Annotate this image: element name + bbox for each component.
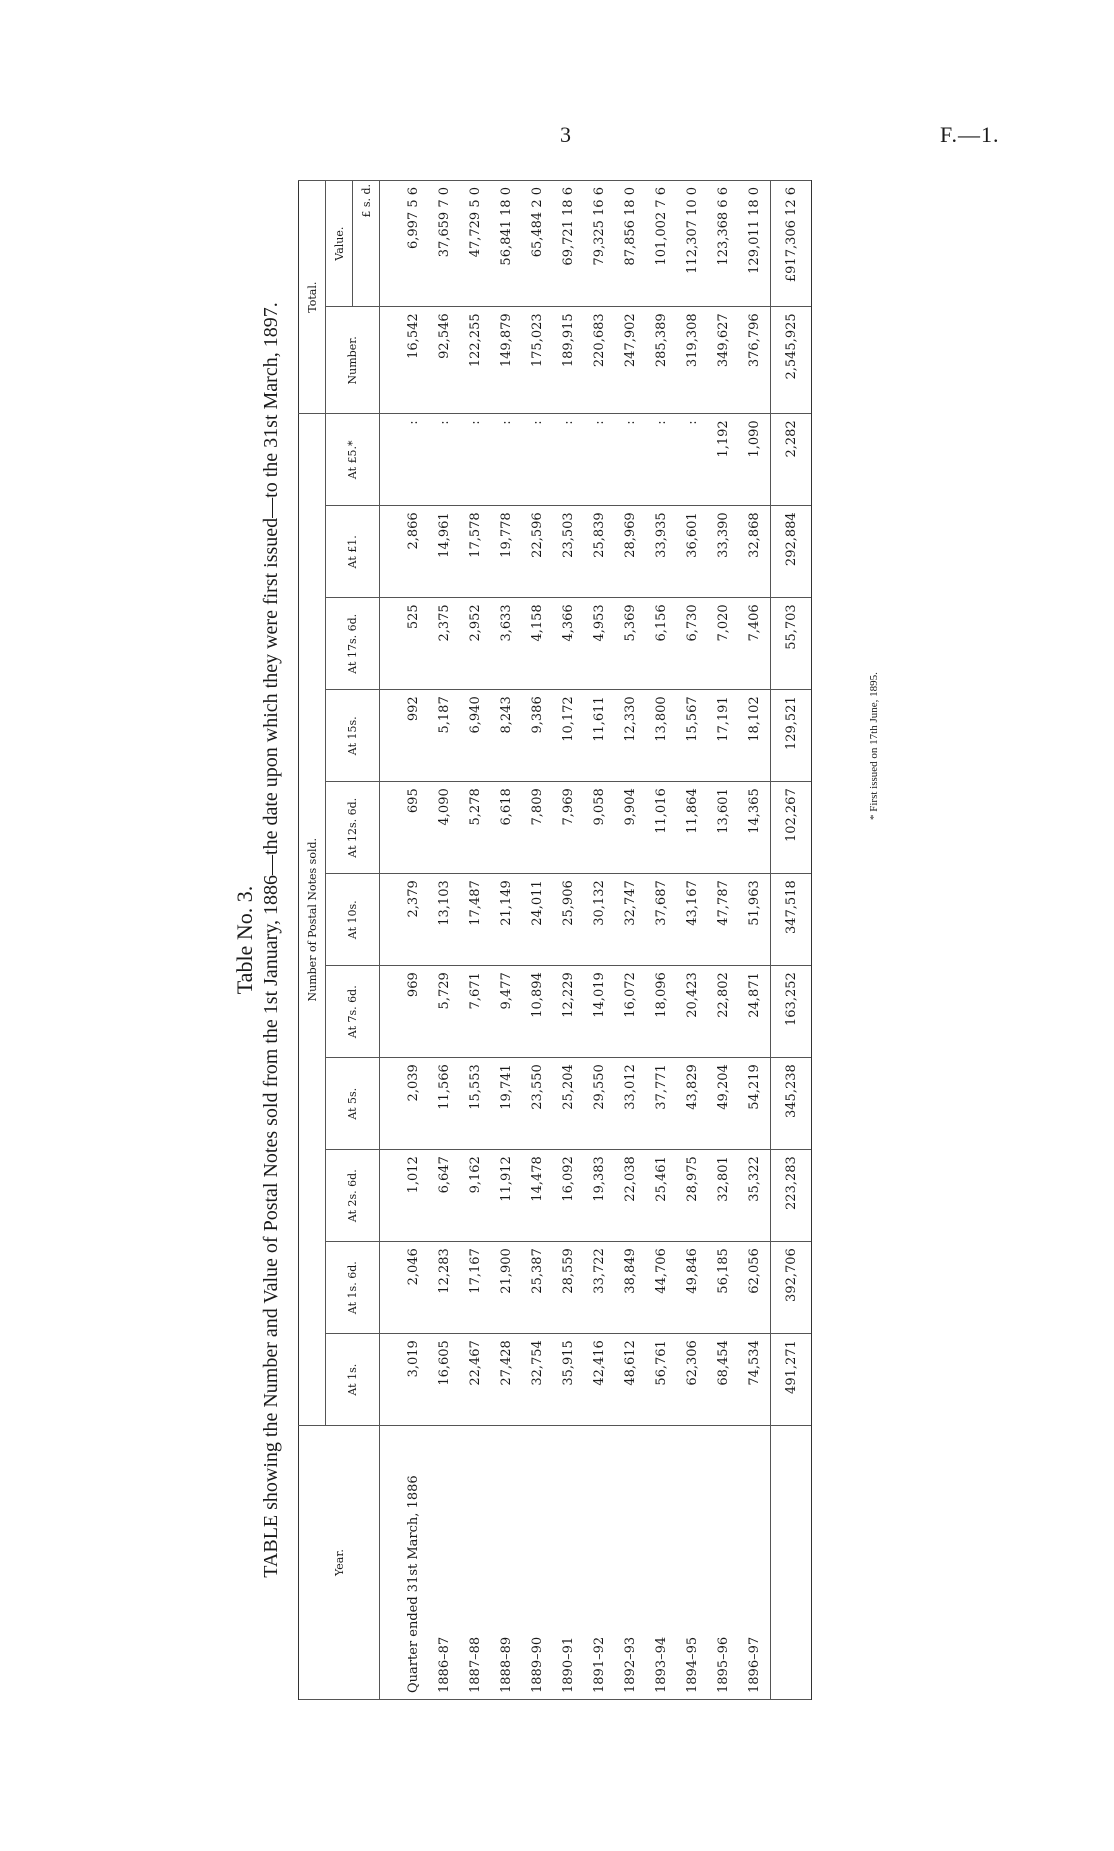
value-cell: 11,611 [584,690,615,782]
value-cell: 22,596 [522,506,553,598]
value-cell: 21,900 [491,1242,522,1334]
value-cell: 4,090 [429,782,460,874]
value-cell: 7,020 [708,598,739,690]
value-cell: 7,969 [553,782,584,874]
total-cell: 491,271 [771,1334,812,1426]
value-cell: : [460,414,491,506]
value-cell: 20,423 [677,966,708,1058]
value-cell: 129,011 18 0 [739,181,771,307]
value-cell: 33,390 [708,506,739,598]
total-cell: 345,238 [771,1058,812,1150]
year-cell: 1893–94 [646,1426,677,1700]
year-cell: 1891–92 [584,1426,615,1700]
year-cell: 1888–89 [491,1426,522,1700]
table-caption: TABLE showing the Number and Value of Postal Notes sold from the 1st January, 1886—the date upon which they were first issued—to the 31st March, 1897. [260,302,282,1578]
value-cell: 14,478 [522,1150,553,1242]
value-cell: 19,778 [491,506,522,598]
value-cell: 15,567 [677,690,708,782]
value-cell: 4,158 [522,598,553,690]
value-cell: 16,542 [380,307,430,414]
col-header-5s: At 5s. [326,1058,380,1150]
value-cell: 37,771 [646,1058,677,1150]
value-cell: 1,090 [739,414,771,506]
total-cell: 163,252 [771,966,812,1058]
value-cell: 11,566 [429,1058,460,1150]
value-cell: : [429,414,460,506]
value-cell: : [522,414,553,506]
col-header-5pound: At £5.* [326,414,380,506]
value-cell: 7,406 [739,598,771,690]
value-cell: 43,829 [677,1058,708,1150]
value-cell: 51,963 [739,874,771,966]
value-cell: 19,741 [491,1058,522,1150]
value-cell: 9,386 [522,690,553,782]
value-cell: 22,802 [708,966,739,1058]
value-cell: 32,868 [739,506,771,598]
value-cell: 969 [380,966,430,1058]
value-cell: 5,278 [460,782,491,874]
value-cell: 37,659 7 0 [429,181,460,307]
total-cell: 292,884 [771,506,812,598]
value-cell: 349,627 [708,307,739,414]
value-cell: 14,019 [584,966,615,1058]
value-cell: 22,038 [615,1150,646,1242]
value-cell: 18,096 [646,966,677,1058]
value-cell: 5,187 [429,690,460,782]
year-cell: Quarter ended 31st March, 1886 [380,1426,430,1700]
value-cell: 2,866 [380,506,430,598]
totals-row [771,181,812,1700]
table-row [677,181,708,1700]
value-cell: 47,729 5 0 [460,181,491,307]
value-cell: 49,846 [677,1242,708,1334]
value-cell: 13,800 [646,690,677,782]
value-cell: 9,162 [460,1150,491,1242]
value-cell: 6,647 [429,1150,460,1242]
value-cell: 22,467 [460,1334,491,1426]
value-cell: 11,912 [491,1150,522,1242]
value-cell: 21,149 [491,874,522,966]
value-cell: 25,839 [584,506,615,598]
value-cell: 9,477 [491,966,522,1058]
table-row [553,181,584,1700]
value-cell: 16,092 [553,1150,584,1242]
value-cell: 285,389 [646,307,677,414]
value-cell: 32,754 [522,1334,553,1426]
value-cell: 2,375 [429,598,460,690]
postal-notes-table [298,180,812,1700]
value-cell: 69,721 18 6 [553,181,584,307]
value-cell: 376,796 [739,307,771,414]
year-cell: 1889–90 [522,1426,553,1700]
value-cell: 28,969 [615,506,646,598]
value-cell: 112,307 10 0 [677,181,708,307]
value-cell: 25,906 [553,874,584,966]
header-row-group [299,181,326,1700]
year-cell: 1892–93 [615,1426,646,1700]
value-cell: 1,012 [380,1150,430,1242]
year-cell: 1894–95 [677,1426,708,1700]
rotated-table-area [232,180,902,1700]
year-cell: 1895–96 [708,1426,739,1700]
value-cell: 62,056 [739,1242,771,1334]
col-header-12s6d: At 12s. 6d. [326,782,380,874]
value-cell: 28,975 [677,1150,708,1242]
value-cell: 10,894 [522,966,553,1058]
value-cell: 9,058 [584,782,615,874]
value-cell: : [584,414,615,506]
value-cell: 56,185 [708,1242,739,1334]
col-header-17s6d: At 17s. 6d. [326,598,380,690]
value-cell: 5,369 [615,598,646,690]
value-cell: 11,864 [677,782,708,874]
total-cell: 102,267 [771,782,812,874]
value-cell: 25,204 [553,1058,584,1150]
table-body [380,181,812,1700]
value-cell: 68,454 [708,1334,739,1426]
number-sold-header: Number of Postal Notes sold. [299,414,326,1426]
value-cell: 87,856 18 0 [615,181,646,307]
value-cell: 12,283 [429,1242,460,1334]
value-cell: 175,023 [522,307,553,414]
value-cell: 65,484 2 0 [522,181,553,307]
total-cell: 347,518 [771,874,812,966]
value-cell: 17,167 [460,1242,491,1334]
value-cell: 4,366 [553,598,584,690]
col-header-total-number: Number. [326,307,380,414]
value-cell: 1,192 [708,414,739,506]
value-cell: 14,365 [739,782,771,874]
table-row [646,181,677,1700]
value-cell: : [646,414,677,506]
value-cell: 2,039 [380,1058,430,1150]
value-units-header: £ s. d. [353,181,380,307]
value-cell: 14,961 [429,506,460,598]
value-cell: 15,553 [460,1058,491,1150]
col-header-10s: At 10s. [326,874,380,966]
table-row [522,181,553,1700]
value-cell: 13,601 [708,782,739,874]
value-cell: 9,904 [615,782,646,874]
value-cell: 35,322 [739,1150,771,1242]
value-cell: 5,729 [429,966,460,1058]
table-row [491,181,522,1700]
value-cell: 13,103 [429,874,460,966]
value-cell: 4,953 [584,598,615,690]
value-cell: 16,605 [429,1334,460,1426]
table-title: Table No. 3. [232,885,257,995]
value-cell: 79,325 16 6 [584,181,615,307]
value-cell: 18,102 [739,690,771,782]
table-row [584,181,615,1700]
value-cell: 24,011 [522,874,553,966]
value-cell: 23,503 [553,506,584,598]
value-cell: 101,002 7 6 [646,181,677,307]
col-header-15s: At 15s. [326,690,380,782]
col-header-1s: At 1s. [326,1334,380,1426]
value-cell: 19,383 [584,1150,615,1242]
value-cell: 48,612 [615,1334,646,1426]
value-cell: 3,633 [491,598,522,690]
value-cell: 6,940 [460,690,491,782]
value-cell: : [615,414,646,506]
page-number: 3 [560,122,571,147]
value-cell: 49,204 [708,1058,739,1150]
value-cell: 2,046 [380,1242,430,1334]
year-header: Year. [299,1426,380,1700]
value-cell: 32,747 [615,874,646,966]
year-cell: 1887–88 [460,1426,491,1700]
value-cell: 42,416 [584,1334,615,1426]
value-cell: 7,809 [522,782,553,874]
value-cell: 6,730 [677,598,708,690]
value-cell: 24,871 [739,966,771,1058]
value-cell: 62,306 [677,1334,708,1426]
table-row [708,181,739,1700]
value-cell: 247,902 [615,307,646,414]
value-cell: 149,879 [491,307,522,414]
value-cell: 37,687 [646,874,677,966]
value-cell: : [380,414,430,506]
value-cell: : [491,414,522,506]
value-cell: 30,132 [584,874,615,966]
value-cell: 319,308 [677,307,708,414]
value-cell: 10,172 [553,690,584,782]
value-cell: 28,559 [553,1242,584,1334]
year-cell: 1886–87 [429,1426,460,1700]
value-cell: 6,997 5 6 [380,181,430,307]
value-cell: 25,461 [646,1150,677,1242]
value-cell: 35,915 [553,1334,584,1426]
value-cell: 43,167 [677,874,708,966]
col-header-7s6d: At 7s. 6d. [326,966,380,1058]
total-cell: 55,703 [771,598,812,690]
value-cell: : [677,414,708,506]
value-cell: 74,534 [739,1334,771,1426]
value-cell: 44,706 [646,1242,677,1334]
value-cell: 2,379 [380,874,430,966]
value-cell: 56,841 18 0 [491,181,522,307]
value-cell: 695 [380,782,430,874]
value-cell: 27,428 [491,1334,522,1426]
value-cell: 29,550 [584,1058,615,1150]
col-header-2s6d: At 2s. 6d. [326,1150,380,1242]
total-cell: 223,283 [771,1150,812,1242]
value-cell: 17,191 [708,690,739,782]
year-cell: 1896–97 [739,1426,771,1700]
value-cell: 32,801 [708,1150,739,1242]
value-cell: 25,387 [522,1242,553,1334]
value-cell: 189,915 [553,307,584,414]
footnote: * First issued on 17th June, 1895. [868,672,880,820]
totals-label-cell [771,1426,812,1700]
value-cell: 92,546 [429,307,460,414]
table-row [380,181,430,1700]
value-cell: : [553,414,584,506]
value-cell: 7,671 [460,966,491,1058]
document-reference: F.—1. [940,122,1000,147]
total-cell: £917,306 12 6 [771,181,812,307]
table-row [460,181,491,1700]
value-cell: 6,156 [646,598,677,690]
value-cell: 8,243 [491,690,522,782]
value-cell: 122,255 [460,307,491,414]
table-row [739,181,771,1700]
value-cell: 11,016 [646,782,677,874]
value-cell: 6,618 [491,782,522,874]
value-cell: 17,487 [460,874,491,966]
value-cell: 33,012 [615,1058,646,1150]
value-cell: 12,330 [615,690,646,782]
value-cell: 12,229 [553,966,584,1058]
value-cell: 525 [380,598,430,690]
value-cell: 992 [380,690,430,782]
col-header-1pound: At £1. [326,506,380,598]
value-cell: 3,019 [380,1334,430,1426]
value-cell: 220,683 [584,307,615,414]
value-cell: 54,219 [739,1058,771,1150]
total-header: Total. [299,181,326,414]
total-cell: 129,521 [771,690,812,782]
value-cell: 123,368 6 6 [708,181,739,307]
value-cell: 16,072 [615,966,646,1058]
col-header-total-value: Value. [326,181,353,307]
value-cell: 33,722 [584,1242,615,1334]
total-cell: 392,706 [771,1242,812,1334]
value-cell: 17,578 [460,506,491,598]
col-header-1s6d: At 1s. 6d. [326,1242,380,1334]
year-cell: 1890–91 [553,1426,584,1700]
value-cell: 56,761 [646,1334,677,1426]
value-cell: 38,849 [615,1242,646,1334]
table-row [615,181,646,1700]
value-cell: 33,935 [646,506,677,598]
value-cell: 2,952 [460,598,491,690]
table-row [429,181,460,1700]
value-cell: 23,550 [522,1058,553,1150]
total-cell: 2,282 [771,414,812,506]
total-cell: 2,545,925 [771,307,812,414]
value-cell: 47,787 [708,874,739,966]
value-cell: 36,601 [677,506,708,598]
